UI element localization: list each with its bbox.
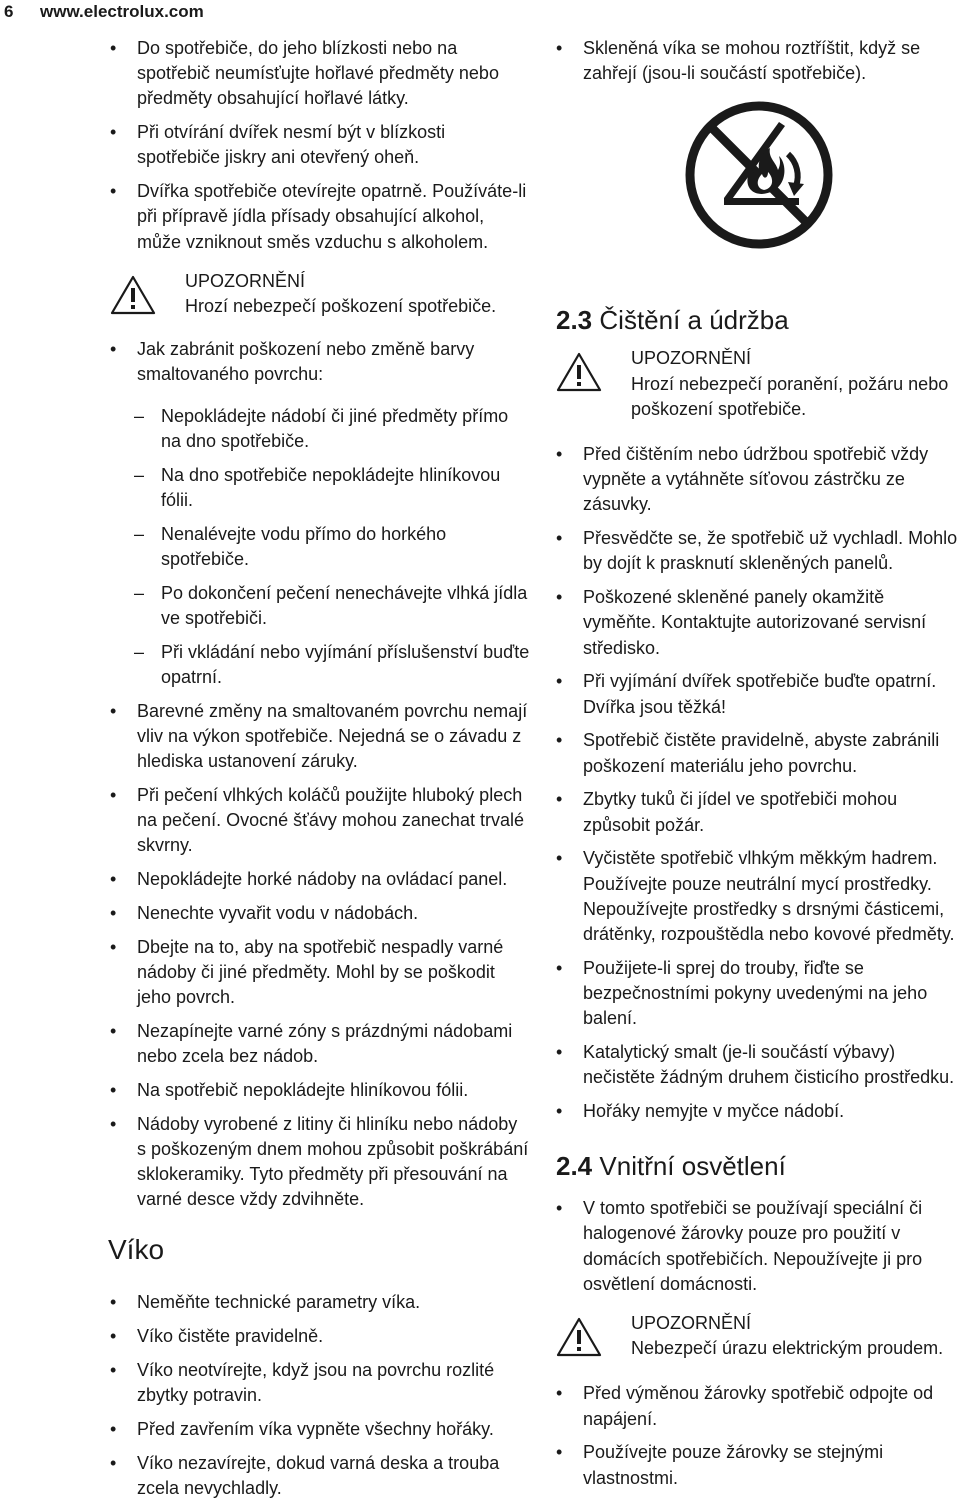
- list-item: • Před čištěním nebo údržbou spotřebič vždy vypněte a vytáhněte síťovou zástrčku ze zásuvky.: [556, 442, 960, 518]
- list-item: • Přesvědčte se, že spotřebič už vychladl. Mohlo by dojít k prasknutí skleněných panelů.: [556, 526, 960, 576]
- list-item: • Nenechte vyvařit vodu v nádobách.: [110, 901, 530, 926]
- section-number: 2.3: [556, 305, 593, 336]
- site-url[interactable]: www.electrolux.com: [40, 2, 204, 21]
- list-item: • Při otvírání dvířek nesmí být v blízkosti spotřebiče jiskry ani otevřený oheň.: [110, 120, 530, 170]
- section-heading-2-4: [556, 1150, 960, 1182]
- list-item: • Používejte pouze žárovky se stejnými vlastnostmi.: [556, 1440, 960, 1490]
- list-item: • Jak zabránit poškození nebo změně barvy smaltovaného povrchu:: [110, 337, 530, 387]
- warning-block: [556, 346, 960, 422]
- list-item: • Nezapínejte varné zóny s prázdnými nádobami nebo zcela bez nádob.: [110, 1019, 530, 1069]
- section-heading-2-3: [556, 304, 960, 336]
- section-title: Čištění a údržba: [599, 305, 789, 336]
- section-title: Vnitřní osvětlení: [599, 1151, 786, 1182]
- list-item: • V tomto spotřebiči se používají speciální či halogenové žárovky pouze pro použití v domácích spotřebičích. Nepoužívejte ji pro osvětlení domácnosti.: [556, 1196, 960, 1297]
- warning-block: [556, 1311, 960, 1361]
- list-item: • Dvířka spotřebiče otevírejte opatrně. Používáte-li při přípravě jídla přísady obsahující alkohol, může vzniknout směs vzduchu s alkoholem.: [110, 179, 530, 255]
- list-item: • Poškozené skleněné panely okamžitě vyměňte. Kontaktujte autorizované servisní středisko.: [556, 585, 960, 661]
- warning-text: Hrozí nebezpečí poranění, požáru nebo poškození spotřebiče.: [631, 373, 949, 419]
- warning-title: UPOZORNĚNÍ: [185, 270, 306, 291]
- list-item: • Katalytický smalt (je-li součástí výbavy) nečistěte žádným druhem čisticího prostředku.: [556, 1040, 960, 1090]
- list-item: • Dbejte na to, aby na spotřebič nespadly varné nádoby či jiné předměty. Mohl by se poškodit jeho povrch.: [110, 935, 530, 1011]
- dash-item: – Nenalévejte vodu přímo do horkého spotřebiče.: [134, 522, 530, 572]
- list-item: • Na spotřebič nepokládejte hliníkovou fólii.: [110, 1078, 530, 1103]
- section-number: 2.4: [556, 1151, 593, 1182]
- dash-item: – Na dno spotřebiče nepokládejte hliníkovou fólii.: [134, 463, 530, 513]
- list-item: • Neměňte technické parametry víka.: [110, 1290, 530, 1315]
- list-item: • Nepokládejte horké nádoby na ovládací panel.: [110, 867, 530, 892]
- list-item: • Víko čistěte pravidelně.: [110, 1324, 530, 1349]
- dash-item: – Při vkládání nebo vyjímání příslušenství buďte opatrní.: [134, 640, 530, 690]
- list-item: • Zbytky tuků či jídel ve spotřebiči mohou způsobit požár.: [556, 787, 960, 837]
- no-lid-over-flame-icon: [684, 100, 834, 250]
- warning-icon: [110, 275, 156, 315]
- list-item: • Nádoby vyrobené z litiny či hliníku nebo nádoby s poškozeným dnem mohou způsobit poškrábání sklokeramiky. Tyto předměty při přesouvání na varné desce vždy zdvihněte.: [110, 1112, 530, 1213]
- page-header: [4, 2, 204, 22]
- list-item: • Při pečení vlhkých koláčů použijte hluboký plech na pečení. Ovocné šťávy mohou zanechat trvalé skvrny.: [110, 783, 530, 859]
- list-item: • Víko nezavírejte, dokud varná deska a trouba zcela nevychladly.: [110, 1451, 530, 1501]
- warning-text: Hrozí nebezpečí poškození spotřebiče.: [185, 296, 497, 317]
- list-item: • Skleněná víka se mohou roztříštit, když se zahřejí (jsou-li součástí spotřebiče).: [556, 36, 960, 86]
- dash-item: – Po dokončení pečení nenechávejte vlhká jídla ve spotřebiči.: [134, 581, 530, 631]
- list-item: • Použijete-li sprej do trouby, řiďte se bezpečnostními pokyny uvedenými na jeho balení.: [556, 956, 960, 1032]
- page-number: 6: [4, 2, 14, 21]
- dash-item: – Nepokládejte nádobí či jiné předměty přímo na dno spotřebiče.: [134, 404, 530, 454]
- list-item: • Do spotřebiče, do jeho blízkosti nebo na spotřebič neumísťujte hořlavé předměty nebo předměty obsahující hořlavé látky.: [110, 36, 530, 112]
- warning-icon: [556, 1317, 602, 1357]
- warning-block: [110, 269, 530, 319]
- warning-icon: [556, 352, 602, 392]
- list-item: • Vyčistěte spotřebič vlhkým měkkým hadrem. Používejte pouze neutrální mycí prostředky. Nepoužívejte prostředky s drsnými částicemi, drátěnky, rozpouštědla nebo kovové předměty.: [556, 846, 960, 947]
- list-item: • Při vyjímání dvířek spotřebiče buďte opatrní. Dvířka jsou těžká!: [556, 669, 960, 719]
- right-column: [556, 36, 960, 1499]
- warning-text: Nebezpečí úrazu elektrickým proudem.: [631, 1338, 944, 1359]
- section-title-lid: Víko: [108, 1234, 165, 1266]
- list-item: • Před zavřením víka vypněte všechny hořáky.: [110, 1417, 530, 1442]
- list-item: • Hořáky nemyjte v myčce nádobí.: [556, 1099, 960, 1124]
- list-item: • Před výměnou žárovky spotřebič odpojte od napájení.: [556, 1381, 960, 1431]
- list-item: • Víko neotvírejte, když jsou na povrchu rozlité zbytky potravin.: [110, 1358, 530, 1408]
- list-item: • Barevné změny na smaltovaném povrchu nemají vliv na výkon spotřebiče. Nejedná se o závadu z hlediska ustanovení záruky.: [110, 699, 530, 775]
- left-column: [110, 36, 530, 1510]
- list-item: • Spotřebič čistěte pravidelně, abyste zabránili poškození materiálu jeho povrchu.: [556, 728, 960, 778]
- warning-title: UPOZORNĚNÍ: [631, 1313, 752, 1334]
- warning-title: UPOZORNĚNÍ: [631, 348, 752, 369]
